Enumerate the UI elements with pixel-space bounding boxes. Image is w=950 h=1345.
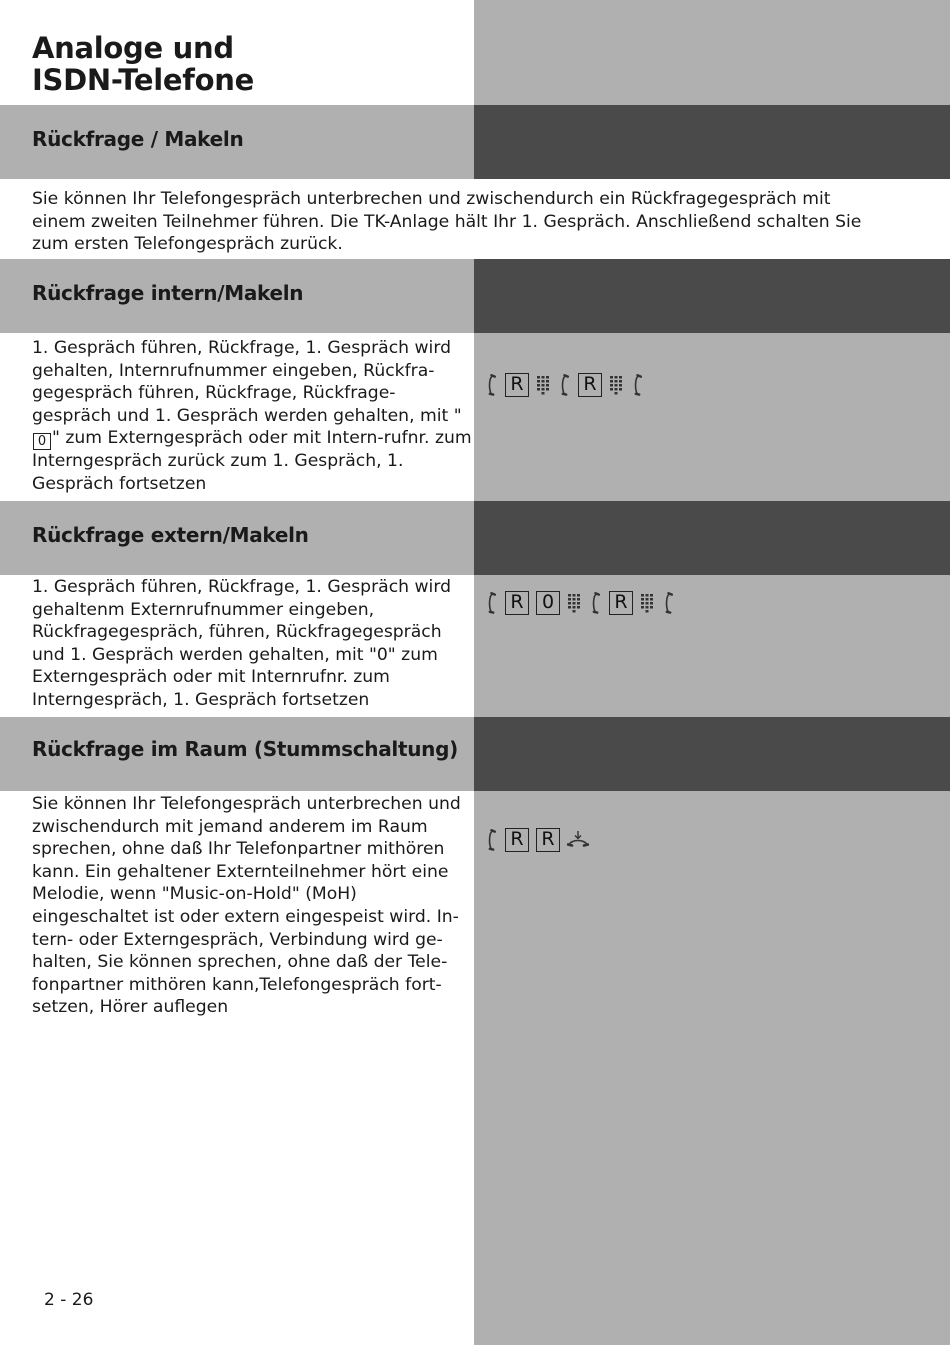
keypad-icon bbox=[567, 593, 583, 613]
section2-body-part2: " zum Externgespräch oder mit Intern-rufnr. zum Interngespräch zurück zum 1. Gespräch, 1. Gespräch fortsetzen bbox=[32, 428, 472, 494]
page-title bbox=[32, 32, 254, 96]
r-key: R bbox=[505, 591, 529, 615]
page-title-line1: Analoge und bbox=[32, 31, 234, 65]
handset-icon bbox=[486, 374, 498, 396]
section1-heading-band-dark bbox=[474, 105, 950, 179]
section2-body-part1: 1. Gespräch führen, Rückfrage, 1. Gespräch wird gehalten, Internrufnummer eingeben, Rückfra-gegespräch führen, Rückfrage, Rückfrage-gespräch und 1. Gespräch werden gehalten, mit " bbox=[32, 338, 462, 426]
keypad-icon bbox=[536, 375, 552, 395]
section2-key-sequence bbox=[486, 370, 644, 400]
hang-up-icon bbox=[567, 830, 589, 850]
handset-icon bbox=[663, 592, 675, 614]
section3-heading: Rückfrage extern/Makeln bbox=[32, 523, 309, 547]
section2-body bbox=[32, 337, 474, 496]
r-key: R bbox=[578, 373, 602, 397]
section1-heading: Rückfrage / Makeln bbox=[32, 127, 244, 151]
zero-key: 0 bbox=[536, 591, 560, 615]
section3-key-sequence bbox=[486, 588, 675, 618]
handset-icon bbox=[559, 374, 571, 396]
section2-heading-band-dark bbox=[474, 259, 950, 333]
section4-heading-band-dark bbox=[474, 717, 950, 791]
handset-icon bbox=[486, 829, 498, 851]
section4-heading: Rückfrage im Raum (Stummschaltung) bbox=[32, 737, 458, 761]
section3-body: 1. Gespräch führen, Rückfrage, 1. Gespräch wird gehaltenm Externrufnummer eingeben, Rückfragegespräch, führen, Rückfragegespräch und 1. Gespräch werden gehalten, mit "0" zum Externgespräch oder mit Internrufnr. zum Interngespräch, 1. Gespräch fortsetzen bbox=[32, 577, 452, 710]
r-key: R bbox=[536, 828, 560, 852]
inline-key-0: 0 bbox=[33, 433, 51, 450]
section4-key-sequence bbox=[486, 825, 589, 855]
section1-body: Sie können Ihr Telefongespräch unterbrechen und zwischendurch ein Rückfragegespräch mit einem zweiten Teilnehmer führen. Die TK-Anlage hält Ihr 1. Gespräch. Anschließend schalten Sie zum ersten Telefongespräch zurück. bbox=[32, 189, 862, 255]
page-title-line2: ISDN-Telefone bbox=[32, 63, 254, 97]
r-key: R bbox=[505, 828, 529, 852]
r-key: R bbox=[505, 373, 529, 397]
keypad-icon bbox=[640, 593, 656, 613]
r-key: R bbox=[609, 591, 633, 615]
keypad-icon bbox=[609, 375, 625, 395]
handset-icon bbox=[486, 592, 498, 614]
handset-icon bbox=[632, 374, 644, 396]
handset-icon bbox=[590, 592, 602, 614]
section2-heading: Rückfrage intern/Makeln bbox=[32, 281, 304, 305]
section3-heading-band-dark bbox=[474, 501, 950, 575]
section4-body: Sie können Ihr Telefongespräch unterbrechen und zwischendurch mit jemand anderem im Raum sprechen, ohne daß Ihr Telefonpartner mithören kann. Ein gehaltener Externteilnehmer hört eine Melodie, wenn "Music-on-Hold" (MoH) eingeschaltet ist oder extern eingespeist wird. In-tern- oder Externgespräch, Verbindung wird ge-halten, Sie können sprechen, ohne daß der Tele-fonpartner mithören kann,Telefongespräch fort-setzen, Hörer auflegen bbox=[32, 794, 461, 1018]
page-number: 2 - 26 bbox=[44, 1290, 94, 1310]
